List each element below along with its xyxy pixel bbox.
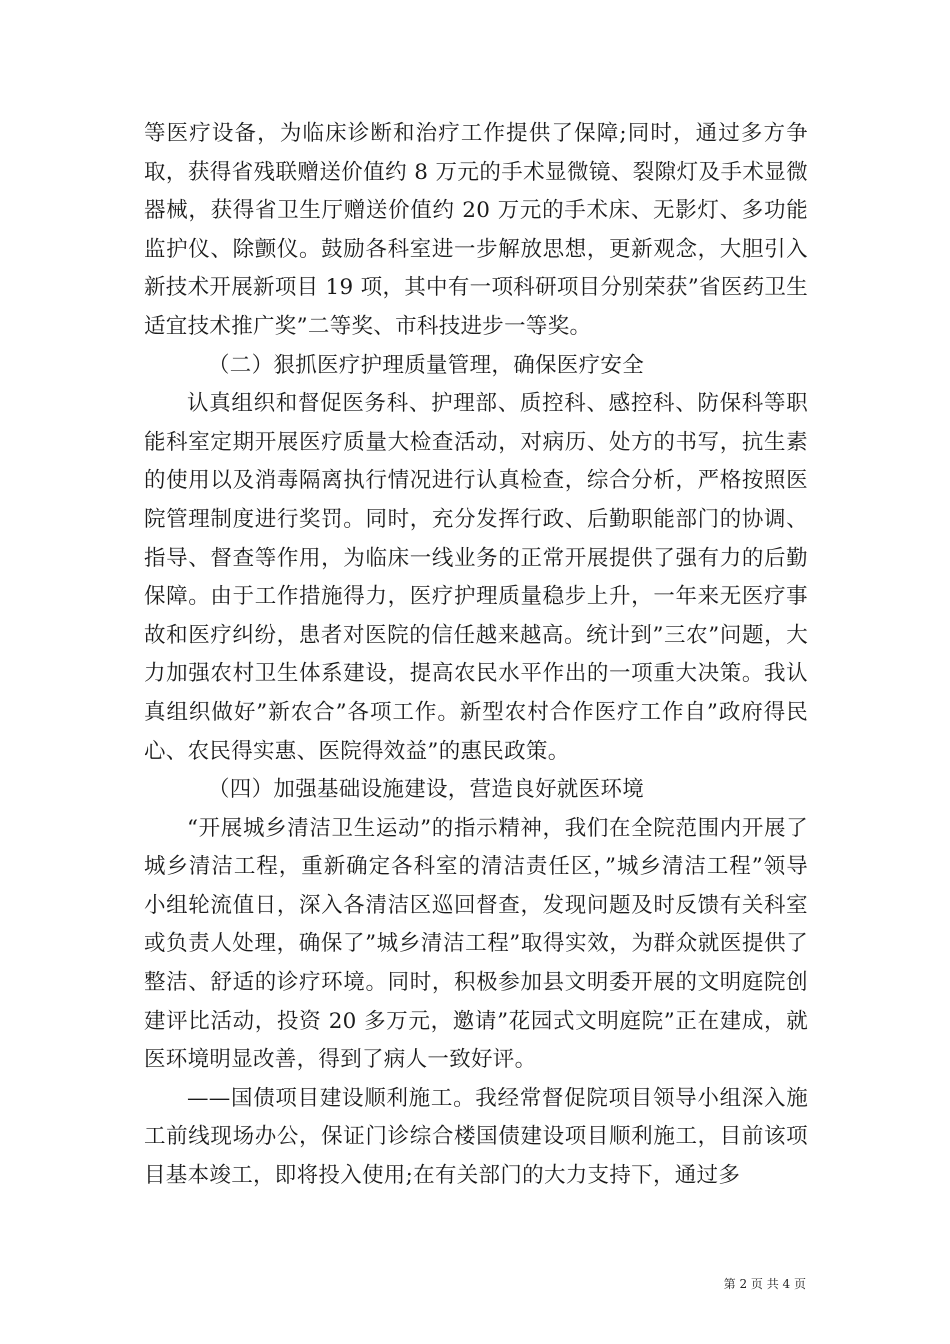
paragraph-bond-project: ——国债项目建设顺利施工。我经常督促院项目领导小组深入施工前线现场办公，保证门诊综合楼国债建设项目顺利施工，目前该项目基本竣工，即将投入使用;在有关部门的大力支持下，通过多	[144, 1085, 808, 1189]
paragraph-equipment: 等医疗设备，为临床诊断和治疗工作提供了保障;同时，通过多方争取，获得省残联赠送价值约 8 万元的手术显微镜、裂隙灯及手术显微器械，获得省卫生厅赠送价值约 20 万元的手术床、无影灯、多功能监护仪、除颤仪。鼓励各科室进一步解放思想，更新观念，大胆引入新技术开展新项目 19 项，其中有一项科研项目分别荣获”省医药卫生适宜技术推广奖”二等奖、市科技进步一等奖。	[144, 121, 808, 339]
document-body	[144, 115, 808, 1196]
section-heading-infrastructure: （四）加强基础设施建设，营造良好就医环境	[208, 777, 645, 803]
section-heading-quality: （二）狠抓医疗护理质量管理，确保医疗安全	[208, 352, 645, 378]
paragraph-quality: 认真组织和督促医务科、护理部、质控科、感控科、防保科等职能科室定期开展医疗质量大检查活动，对病历、处方的书写，抗生素的使用以及消毒隔离执行情况进行认真检查，综合分析，严格按照医院管理制度进行奖罚。同时，充分发挥行政、后勤职能部门的协调、指导、督查等作用，为临床一线业务的正常开展提供了强有力的后勤保障。由于工作措施得力，医疗护理质量稳步上升，一年来无医疗事故和医疗纠纷，患者对医院的信任越来越高。统计到”三农”问题，大力加强农村卫生体系建设，提高农民水平作出的一项重大决策。我认真组织做好”新农合”各项工作。新型农村合作医疗工作自”政府得民心、农民得实惠、医院得效益”的惠民政策。	[144, 391, 808, 764]
paragraph-infrastructure: “开展城乡清洁卫生运动”的指示精神，我们在全院范围内开展了城乡清洁工程，重新确定各科室的清洁责任区，”城乡清洁工程”领导小组轮流值日，深入各清洁区巡回督查，发现问题及时反馈有关科室或负责人处理，确保了”城乡清洁工程”取得实效，为群众就医提供了整洁、舒适的诊疗环境。同时，积极参加县文明委开展的文明庭院创建评比活动，投资 20 多万元，邀请”花园式文明庭院”正在建成，就医环境明显改善，得到了病人一致好评。	[144, 815, 808, 1073]
page-number: 第 2 页 共 4 页	[723, 1277, 806, 1291]
